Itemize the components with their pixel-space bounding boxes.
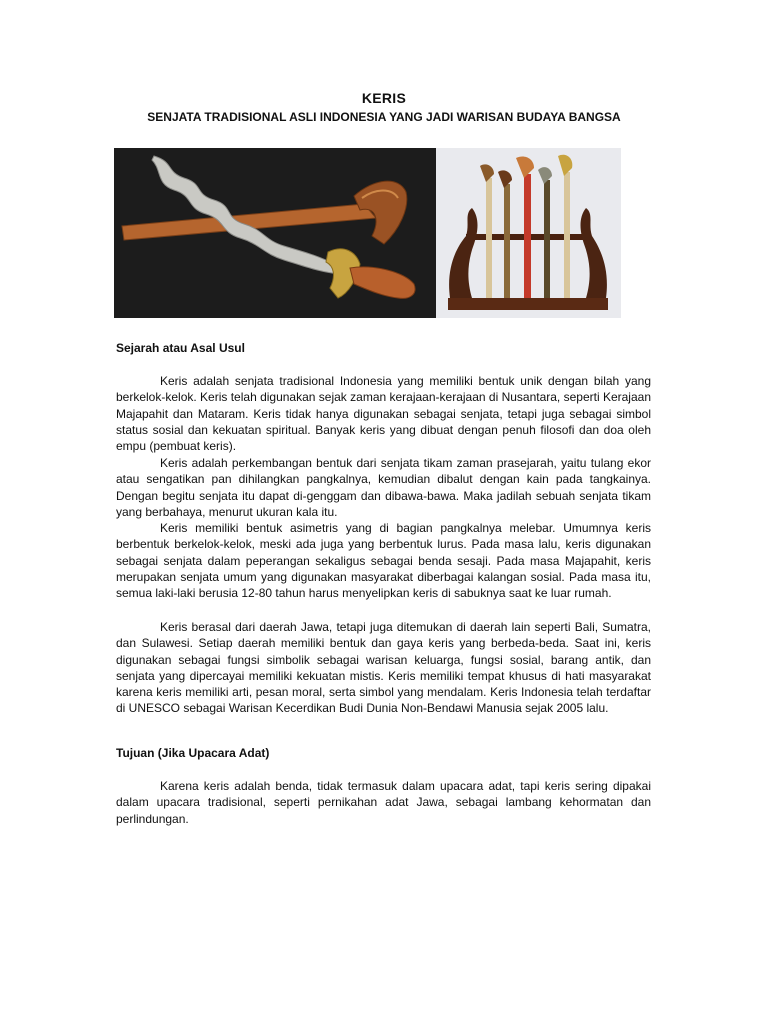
paragraph: Keris adalah senjata tradisional Indonesia yang memiliki bentuk unik dengan bilah yang berkelok-kelok. Keris telah digunakan sejak zaman kerajaan-kerajaan di Nusantara, seperti Kerajaan Majapahit dan Mataram. Keris tidak hanya digunakan sebagai senjata, tetapi juga sebagai simbol status sosial dan kekuatan spiritual. Banyak keris yang dibuat dengan penuh filosofi dan doa oleh empu (pembuat keris). — [116, 374, 651, 454]
paragraph: Karena keris adalah benda, tidak termasuk dalam upacara adat, tapi keris sering dipakai dalam upacara tradisional, seperti pernikahan adat Jawa, sebagai lambang kehormatan dan perlindungan. — [116, 779, 651, 826]
paragraph: Keris berasal dari daerah Jawa, tetapi juga ditemukan di daerah lain seperti Bali, Sumatra, dan Sulawesi. Setiap daerah memiliki bentuk dan gaya keris yang berbeda-beda. Saat ini, keris digunakan sebagai fungsi simbolik sebagai warisan keluarga, fungsi sosial, barang antik, dan senjata yang dipercayai memiliki kekuatan mistis. Keris memiliki tempat khusus di hati masyarakat karena keris memiliki arti, pesan moral, serta simbol yang mendalam. Keris Indonesia telah terdaftar di UNESCO sebagai Warisan Kecerdikan Budi Dunia Non-Bendawi Manusia sejak 2005 lalu. — [116, 620, 651, 716]
paragraph: Keris memiliki bentuk asimetris yang di bagian pangkalnya melebar. Umumnya keris berbentuk berkelok-kelok, meski ada juga yang berbentuk lurus. Pada masa lalu, keris digunakan sebagai senjata dalam peperangan sekaligus sebagai benda sesaji. Pada masa Majapahit, keris merupakan senjata umum yang digunakan masyarakat diberbagai kalangan sosial. Pada masa itu, semua laki-laki berusia 12-80 tahun harus menyelipkan keris di sabuknya saat ke luar rumah. — [116, 521, 651, 601]
paragraph: Keris adalah perkembangan bentuk dari senjata tikam zaman prasejarah, yaitu tulang ekor atau sengatikan pan dihilangkan pangkalnya, kemudian dibalut dengan kain pada tangkainya. Dengan begitu senjata itu dapat di-genggam dan dibawa-bawa. Maka jadilah sebuah senjata tikam yang berbahaya, menurut ukuran kala itu. — [116, 456, 651, 519]
keris-dagger-photo — [114, 148, 436, 318]
document-subtitle: SENJATA TRADISIONAL ASLI INDONESIA YANG JADI WARISAN BUDAYA BANGSA — [147, 110, 621, 124]
section-heading-purpose: Tujuan (Jika Upacara Adat) — [116, 746, 270, 760]
document-title: KERIS — [361, 90, 407, 106]
keris-rack-photo — [436, 148, 621, 318]
section-heading-history: Sejarah atau Asal Usul — [116, 341, 245, 355]
